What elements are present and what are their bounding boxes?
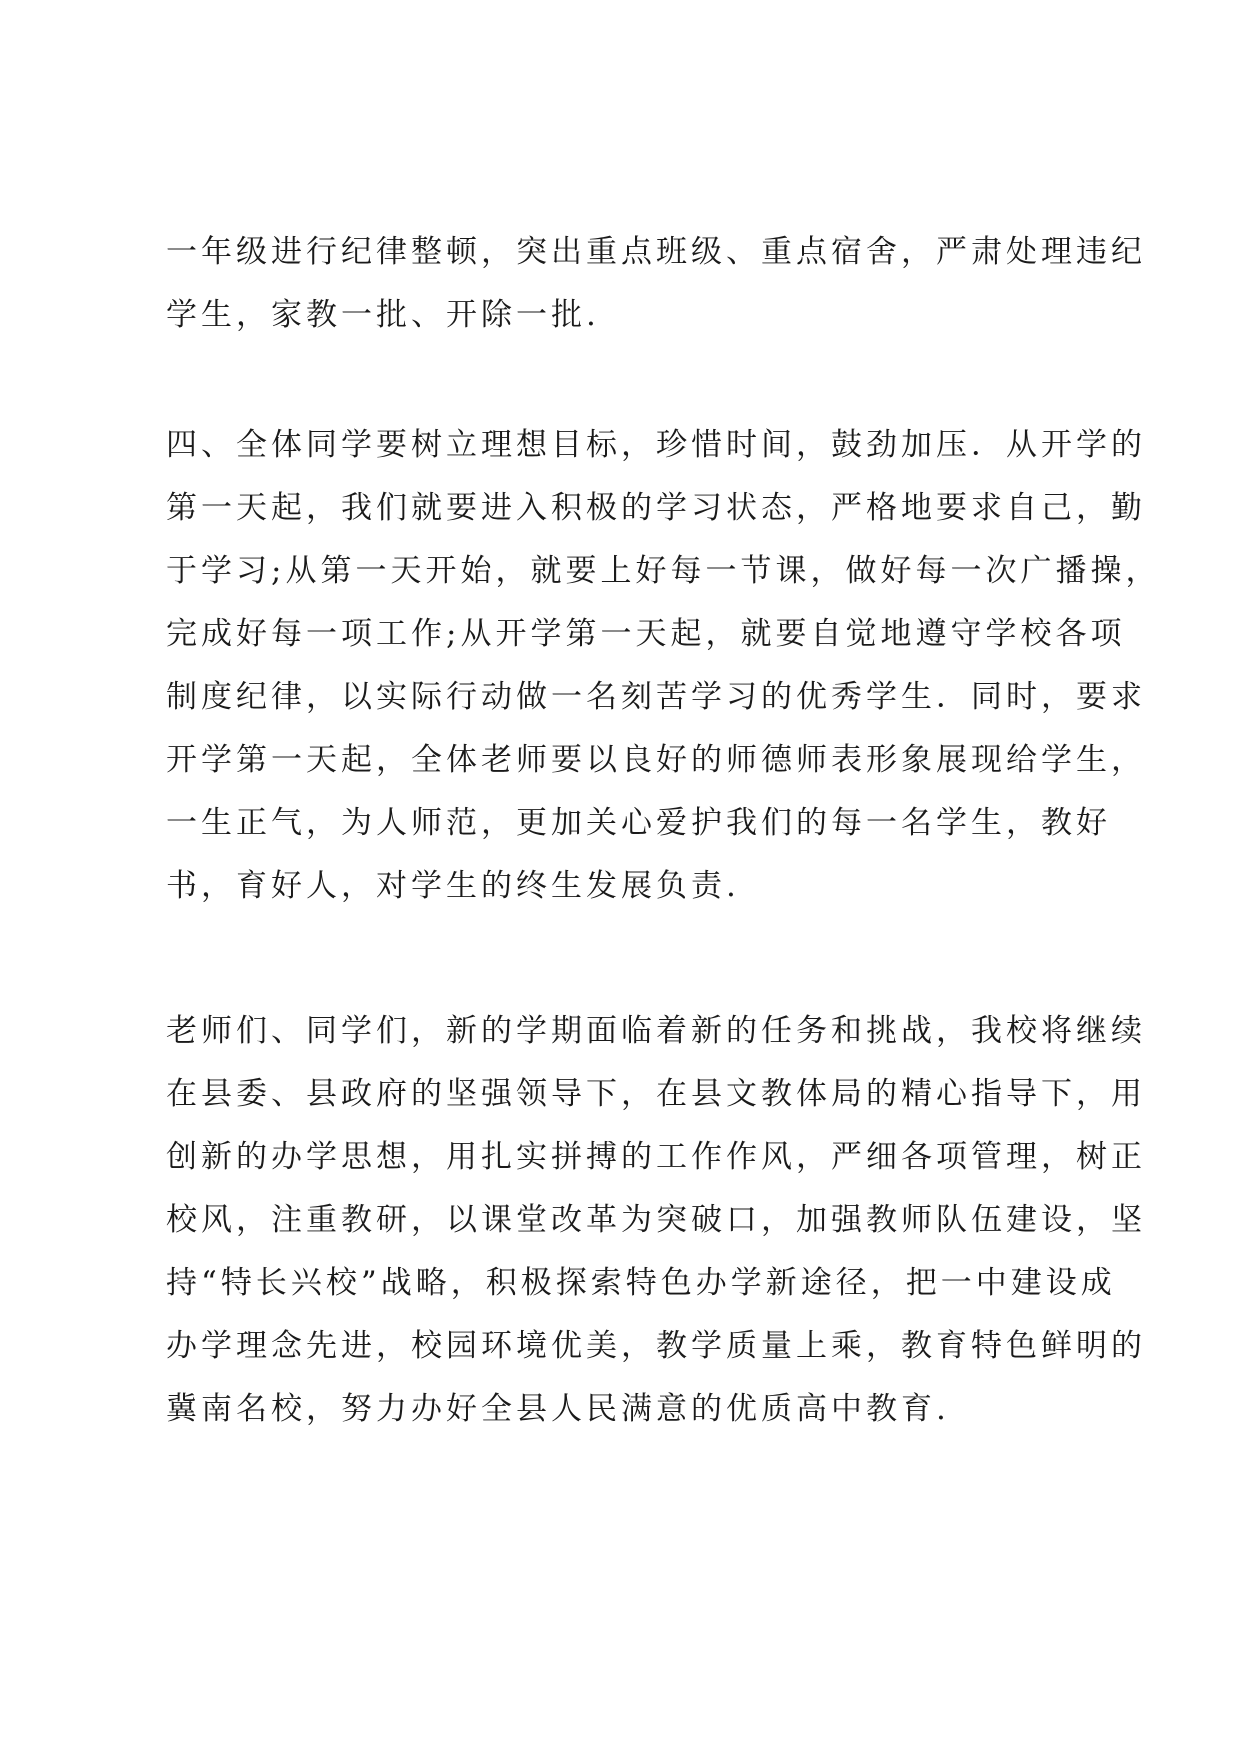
text-line: 在县委、县政府的坚强领导下，在县文教体局的精心指导下，用 [166,1076,1146,1112]
text-line: 第一天起，我们就要进入积极的学习状态，严格地要求自己，勤 [166,490,1146,526]
paragraph-closing [166,1000,1146,1441]
text-line: 开学第一天起，全体老师要以良好的师德师表形象展现给学生， [166,742,1146,778]
paragraph-discipline [166,221,1146,347]
text-line: 一生正气，为人师范，更加关心爱护我们的每一名学生，教好 [166,805,1111,841]
text-line: 持“特长兴校”战略，积极探索特色办学新途径，把一中建设成 [166,1265,1116,1301]
text-line: 制度纪律，以实际行动做一名刻苦学习的优秀学生．同时，要求 [166,679,1146,715]
text-line: 办学理念先进，校园环境优美，教学质量上乘，教育特色鲜明的 [166,1328,1146,1364]
text-line: 一年级进行纪律整顿，突出重点班级、重点宿舍，严肃处理违纪 [166,234,1146,270]
text-line: 创新的办学思想，用扎实拼搏的工作作风，严细各项管理，树正 [166,1139,1146,1175]
text-line: 四、全体同学要树立理想目标，珍惜时间，鼓劲加压．从开学的 [166,427,1146,463]
paragraph-goals [166,414,1161,918]
text-line: 冀南名校，努力办好全县人民满意的优质高中教育. [166,1391,950,1427]
text-line: 完成好每一项工作;从开学第一天起，就要自觉地遵守学校各项 [166,616,1126,652]
text-line: 学生，家教一批、开除一批. [166,297,600,333]
text-line: 校风，注重教研，以课堂改革为突破口，加强教师队伍建设，坚 [166,1202,1146,1238]
text-line: 书，育好人，对学生的终生发展负责. [166,868,740,904]
text-line: 于学习;从第一天开始，就要上好每一节课，做好每一次广播操， [166,553,1161,589]
text-line: 老师们、同学们，新的学期面临着新的任务和挑战，我校将继续 [166,1013,1146,1049]
